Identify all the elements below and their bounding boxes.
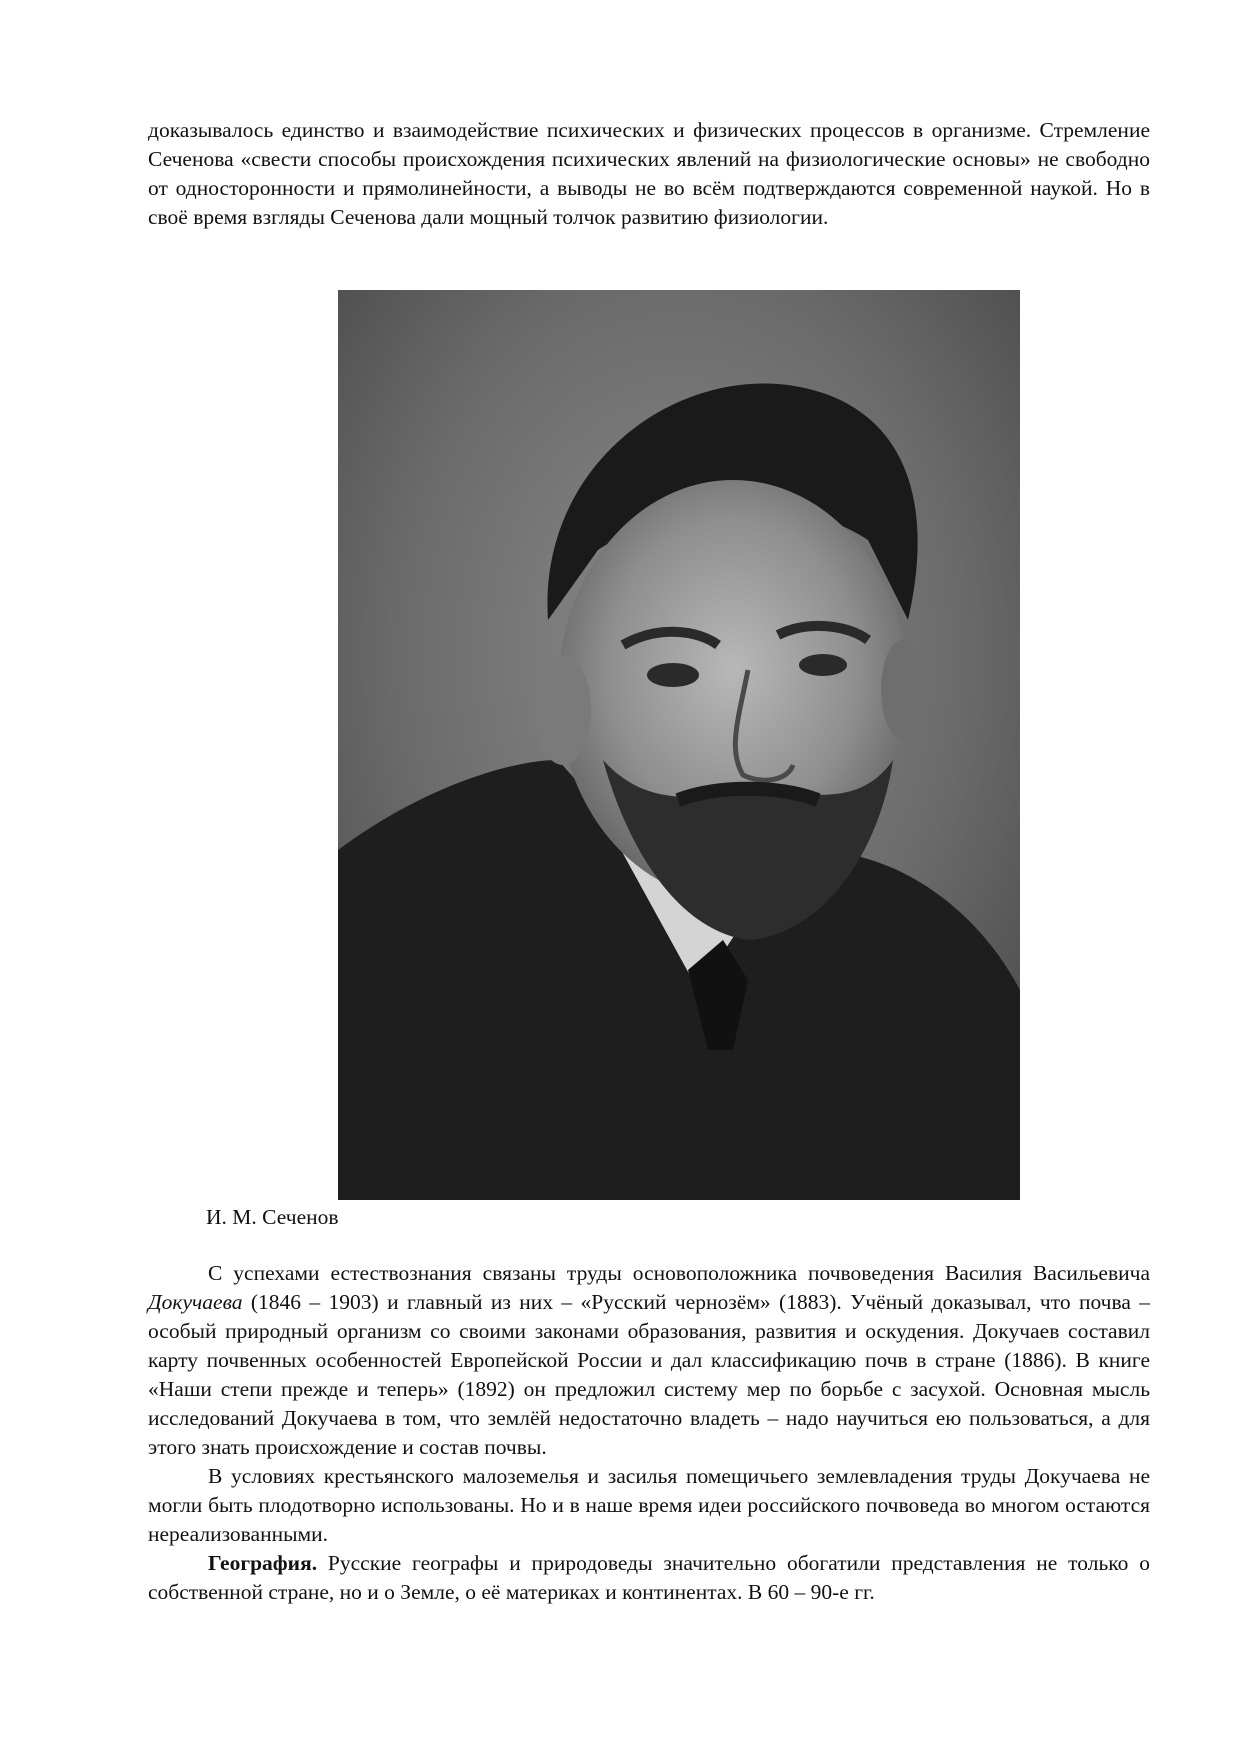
paragraph-geography bbox=[148, 1549, 1150, 1607]
document-page bbox=[148, 116, 1150, 232]
paragraph-dokuchaev bbox=[148, 1259, 1150, 1462]
top-paragraph: доказывалось единство и взаимодействие психических и физических процессов в организме. Стремление Сеченова «свести способы происхождения психических явлений на физиологические основы» не свободно от односторонности и прямолинейности, а выводы не во всём подтверждаются современной наукой. Но в своё время взгляды Сеченова дали мощный толчок развитию физиологии. bbox=[148, 118, 1150, 229]
paragraph-geography-text: Русские географы и природоведы значительно обогатили представления не только о собственной стране, но и о Земле, о её материках и континентах. В 60 – 90-е гг. bbox=[148, 1551, 1150, 1604]
dokuchaev-name: Докучаева bbox=[148, 1290, 243, 1314]
paragraph-dokuchaev-start: С успехами естествознания связаны труды основоположника почвоведения Василия Васильевича bbox=[208, 1261, 1150, 1285]
portrait-illustration bbox=[338, 290, 1020, 1200]
portrait-photo bbox=[338, 290, 1020, 1200]
geography-heading: География. bbox=[208, 1551, 318, 1575]
lower-text bbox=[148, 1259, 1150, 1607]
figure-caption: И. М. Сеченов bbox=[206, 1205, 339, 1229]
paragraph-land-tenure: В условиях крестьянского малоземелья и засилья помещичьего землевладения труды Докучаева не могли быть плодотворно использованы. Но и в наше время идеи российского почвоведа во многом остаются нереализованными. bbox=[148, 1464, 1150, 1546]
paragraph-dokuchaev-rest: (1846 – 1903) и главный из них – «Русский чернозём» (1883). Учёный доказывал, что почва – особый природный организм со своими законами образования, развития и оскудения. Докучаев составил карту почвенных особенностей Европейской России и дал классификацию почв в стране (1886). В книге «Наши степи прежде и теперь» (1892) он предложил систему мер по борьбе с засухой. Основная мысль исследований Докучаева в том, что землёй недостаточно владеть – надо научиться ею пользоваться, а для этого знать происхождение и состав почвы. bbox=[148, 1290, 1150, 1459]
